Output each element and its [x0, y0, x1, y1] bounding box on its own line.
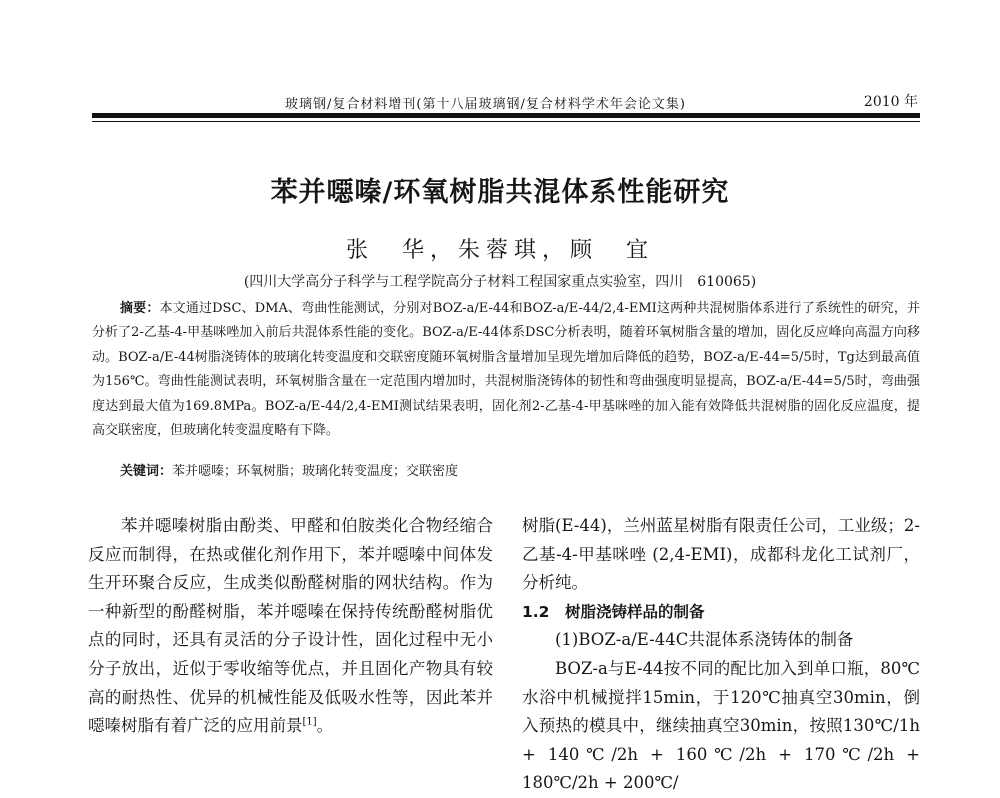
header-rule-thick: [92, 113, 920, 118]
section-heading: 1.2 树脂浇铸样品的制备: [522, 602, 705, 621]
paper-affiliation: (四川大学高分子科学与工程学院高分子材料工程国家重点实验室，四川 610065): [243, 274, 757, 290]
header-rule-thin: [92, 121, 920, 122]
intro-end: 。: [316, 716, 334, 736]
abstract-text: 本文通过DSC、DMA、弯曲性能测试，分别对BOZ-a/E-44和BOZ-a/E-44/2,4-EMI这两种共混树脂体系进行了系统性的研究，并分析了2-乙基-4-甲基咪唑加入前后共混体系性能的变化。BOZ-a/E-44体系DSC分析表明，随着环氧树脂含量的增加，固化反应峰向高温方向移动。BOZ-a/E-44树脂浇铸体的玻璃化转变温度和交联密度随环氧树脂含量增加呈现先增加后降低的趋势，BOZ-a/E-44=5/5时，Tg达到最高值为156℃。弯曲性能测试表明，环氧树脂含量在一定范围内增加时，共混树脂浇铸体的韧性和弯曲强度明显提高，BOZ-a/E-44=5/5时，弯曲强度达到最大值为169.8MPa。BOZ-a/E-44/2,4-EMI测试结果表明，固化剂2-乙基-4-甲基咪唑的加入能有效降低共混树脂的固化反应温度，提高交联密度，但玻璃化转变温度略有下降。: [92, 301, 920, 439]
intro-text: 苯并噁嗪树脂由酚类、甲醛和伯胺类化合物经缩合反应而制得，在热或催化剂作用下，苯并噁嗪中间体发生开环聚合反应，生成类似酚醛树脂的网状结构。作为一种新型的酚醛树脂，苯并噁嗪在保持传统酚醛树脂优点的同时，还具有灵活的分子设计性，固化过程中无小分子放出，近似于零收缩等优点，并且固化产物具有较高的耐热性、优异的机械性能及低吸水性等，因此苯并噁嗪树脂有着广泛的应用前景: [88, 516, 493, 736]
subsection-heading: (1)BOZ-a/E-44C共混体系浇铸体的制备: [555, 630, 854, 650]
running-header-journal: 玻璃钢/复合材料增刊(第十八届玻璃钢/复合材料学术年会论文集): [285, 97, 686, 112]
keywords: [120, 460, 458, 479]
abstract-label: 摘要：: [120, 301, 160, 316]
citation-ref: [1]: [302, 716, 317, 728]
abstract: [92, 297, 920, 443]
paper-title: 苯并噁嗪/环氧树脂共混体系性能研究: [270, 177, 730, 208]
procedure-paragraph: BOZ-a与E-44按不同的配比加入到单口瓶，80℃水浴中机械搅拌15min，于120℃抽真空30min，倒入预热的模具中，继续抽真空30min，按照130℃/1h + 140℃/2h + 160℃/2h + 170℃/2h + 180℃/2h + 200℃/: [522, 658, 920, 793]
keywords-label: 关键词：: [120, 464, 173, 479]
running-header-year: 2010 年: [863, 94, 918, 110]
intro-paragraph: [88, 512, 493, 741]
keywords-text: 苯并噁嗪；环氧树脂；玻璃化转变温度；交联密度: [172, 464, 459, 479]
body-column-left: [88, 512, 493, 741]
paper-authors: 张 华，朱蓉琪，顾 宜: [345, 238, 654, 263]
body-column-right: [522, 512, 920, 798]
materials-paragraph: 树脂(E-44)，兰州蓝星树脂有限责任公司，工业级；2-乙基-4-甲基咪唑 (2,4-EMI)，成都科龙化工试剂厂，分析纯。: [522, 516, 920, 593]
